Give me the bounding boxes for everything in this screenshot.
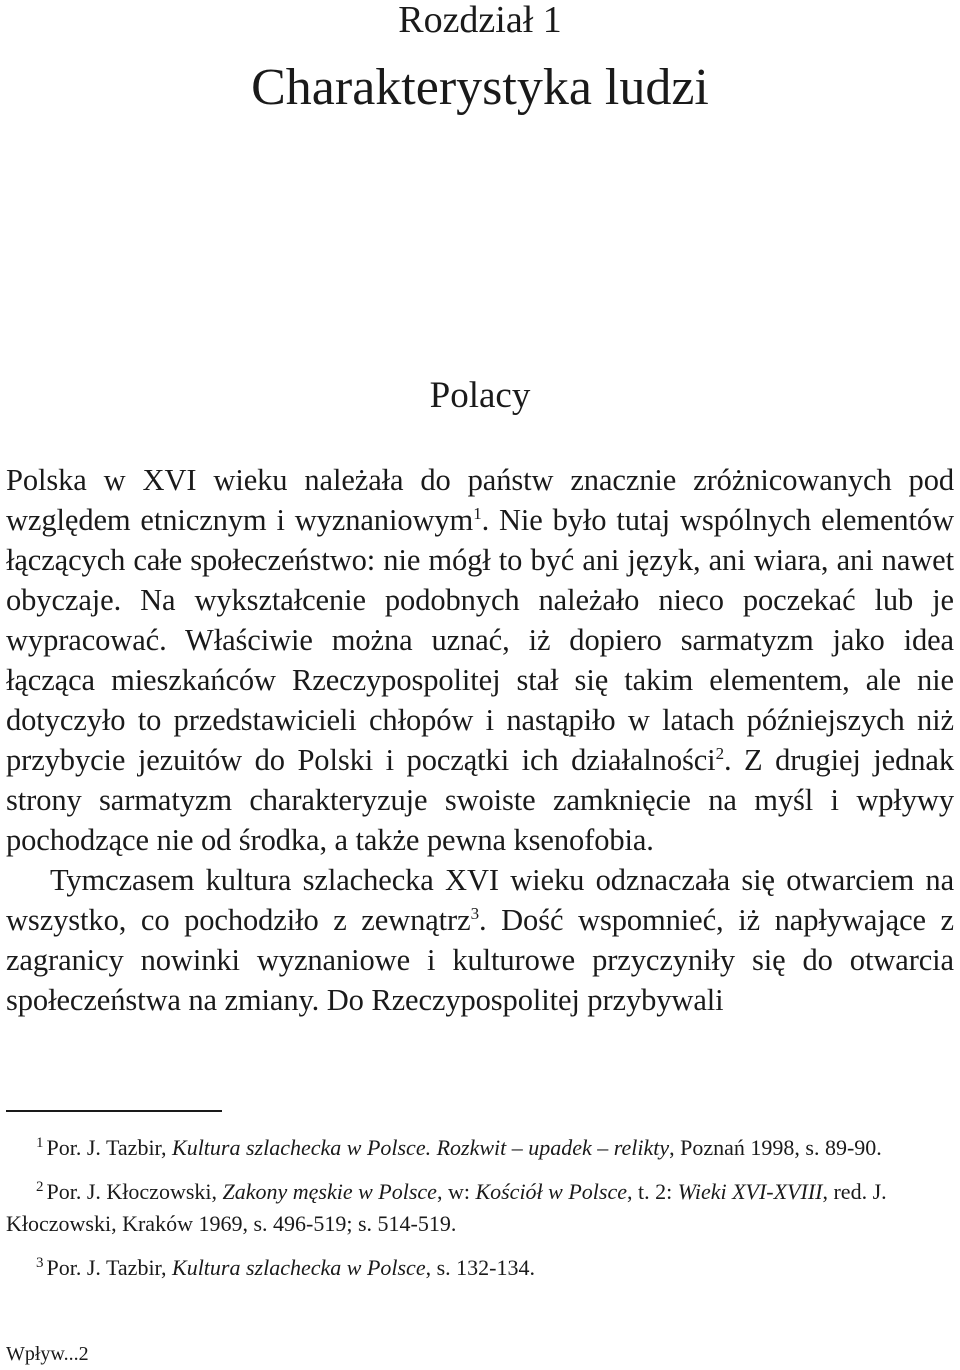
footnote-text: , s. 132-134. <box>425 1255 535 1280</box>
paragraph-text: Polska w XVI wieku należała do państw znacznie zróżnicowanych pod względem etnicznym i wyznaniowym <box>6 463 954 537</box>
footnote-number: 3 <box>36 1254 44 1271</box>
footnote-ref-3[interactable]: 3 <box>470 903 479 923</box>
section-title: Polacy <box>429 375 531 416</box>
paragraph-text: . Nie było tutaj wspólnych elementów łączących całe społeczeństwo: nie mógł to być ani język, ani wiara, ani nawet obyczaje. Na wykształcenie podobnych należało nieco poczekać lub je wypracować. Właściwie można uznać, iż dopiero sarmatyzm jako idea łącząca mieszkańców Rzeczypospolitej stał się takim elementem, ale nie dotyczyło to przedstawicieli chłopów i nastąpiło w latach późniejszych niż przybycie jezuitów do Polski i początki ich działalności <box>6 503 954 777</box>
paragraph-text: Tymczasem kultura szlachecka XVI wieku odznaczała się otwarciem na wszystko, co pochodziło z zewnątrz <box>6 863 954 937</box>
footnote-number: 1 <box>36 1134 44 1151</box>
chapter-label: Rozdział 1 <box>398 0 562 41</box>
paragraph-1 <box>6 460 954 860</box>
footnote-3 <box>6 1252 954 1284</box>
paragraph-text: . Dość wspomnieć, iż napływające z zagranicy nowinki wyznaniowe i kulturowe przyczyniły się do otwarcia społeczeństwa na zmiany. Do Rzeczypospolitej przybywali <box>6 903 954 1017</box>
footnote-text: , Poznań 1998, s. 89-90. <box>669 1135 882 1160</box>
footnote-title: Kultura szlachecka w Polsce <box>172 1255 426 1280</box>
footnote-1 <box>6 1132 954 1164</box>
footnote-text: , t. 2: <box>626 1179 678 1204</box>
footnote-ref-2[interactable]: 2 <box>715 743 724 763</box>
footnote-text: , w: <box>436 1179 476 1204</box>
footnote-divider <box>6 1110 222 1112</box>
footnote-text: Por. J. Kłoczowski, <box>46 1179 223 1204</box>
footnote-text: Por. J. Tazbir, <box>46 1135 173 1160</box>
footnote-title: Kościół w Polsce <box>475 1179 627 1204</box>
paragraph-2 <box>6 860 954 1020</box>
footnote-number: 2 <box>36 1178 44 1195</box>
chapter-title: Charakterystyka ludzi <box>251 59 709 116</box>
footnote-title: Kultura szlachecka w Polsce. Rozkwit – upadek – relikty <box>172 1135 670 1160</box>
paragraph-text: . Z drugiej jednak strony sarmatyzm charakteryzuje swoiste zamknięcie na myśl i wpływy pochodzące nie od środka, a także pewna ksenofobia. <box>6 743 954 857</box>
footnotes <box>6 1132 954 1296</box>
page-footer: Wpływ...2 <box>6 1343 89 1365</box>
footnote-text: Por. J. Tazbir, <box>46 1255 173 1280</box>
footnote-text: , red. J. Kłoczowski, Kraków 1969, s. 496-519; s. 514-519. <box>6 1179 887 1236</box>
footnote-2 <box>6 1176 954 1240</box>
footnote-ref-1[interactable]: 1 <box>473 503 482 523</box>
footnote-title: Zakony męskie w Polsce <box>222 1179 437 1204</box>
body-text <box>6 460 954 1020</box>
footnote-title: Wieki XVI-XVIII <box>677 1179 823 1204</box>
